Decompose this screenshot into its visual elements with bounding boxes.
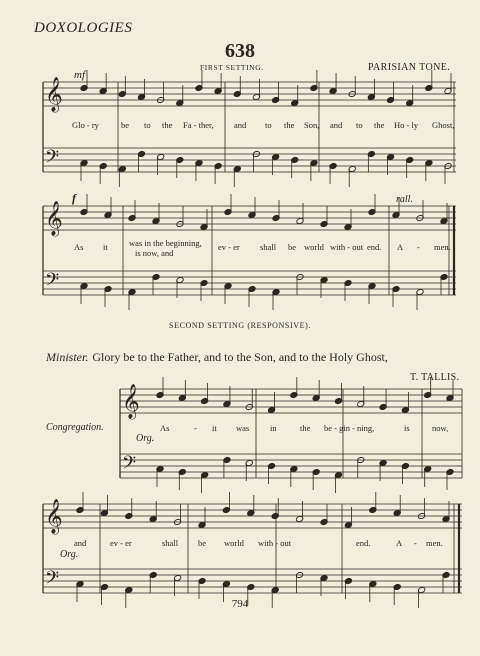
lyric: Ghost, — [432, 120, 455, 130]
lyric: men. — [434, 242, 451, 252]
tune-name: PARISIAN TONE. — [368, 62, 451, 73]
bass-clef-icon: 𝄢 — [45, 269, 60, 294]
lyric: A — [397, 242, 404, 252]
system-4-lyrics — [74, 538, 443, 548]
lyric: and — [74, 538, 87, 548]
lyric: was in the beginning, — [129, 238, 202, 248]
lyric: As — [74, 242, 84, 252]
system-3-lyrics — [160, 423, 448, 433]
bass-clef-icon: 𝄢 — [122, 452, 137, 477]
lyric: - — [417, 242, 420, 252]
system-3 — [120, 389, 462, 478]
lyric: to — [144, 120, 151, 130]
lyric: end. — [356, 538, 371, 548]
lyric: with - out — [258, 538, 292, 548]
lyric: - — [194, 423, 197, 433]
system-2-lyrics — [74, 238, 451, 258]
lyric: it — [103, 242, 108, 252]
system-4-treble-staff — [43, 504, 462, 528]
lyric: is — [404, 423, 410, 433]
org-label: Org. — [60, 549, 79, 560]
lyric: in — [270, 423, 277, 433]
lyric: the — [162, 120, 173, 130]
minister-text: Glory be to the Father, and to the Son, and to the Holy Ghost, — [92, 350, 388, 364]
lyric: end. — [367, 242, 382, 252]
minister-role: Minister. — [46, 350, 89, 364]
lyric: A — [396, 538, 403, 548]
lyric: world — [304, 242, 324, 252]
treble-clef-icon: 𝄞 — [45, 202, 63, 235]
lyric: now, — [432, 423, 449, 433]
lyric: Ho - ly — [394, 120, 419, 130]
lyric: be — [121, 120, 130, 130]
lyric: be — [198, 538, 207, 548]
system-3-notes — [156, 377, 454, 493]
lyric: be — [288, 242, 297, 252]
composer-name: T. TALLIS. — [410, 372, 460, 383]
treble-clef-icon: 𝄞 — [122, 385, 140, 418]
tempo-mark-rall: rall. — [396, 194, 413, 205]
system-4 — [43, 504, 462, 593]
treble-clef-icon: 𝄞 — [45, 500, 63, 533]
dynamic-f: f — [72, 191, 76, 205]
lyric: the — [284, 120, 295, 130]
org-label: Org. — [136, 433, 155, 444]
bass-clef-icon: 𝄢 — [45, 567, 60, 592]
hymn-number: 638 — [225, 40, 255, 62]
system-3-treble-staff — [120, 389, 462, 413]
dynamic-mf: mf — [74, 69, 85, 81]
lyric: world — [224, 538, 244, 548]
page-number: 794 — [231, 598, 249, 610]
lyric: to — [356, 120, 363, 130]
lyric: men. — [426, 538, 443, 548]
lyric: Fa - ther, — [183, 120, 214, 130]
lyric: the — [300, 423, 311, 433]
lyric: the — [374, 120, 385, 130]
first-setting-label: FIRST SETTING. — [200, 63, 264, 72]
lyric: and — [234, 120, 247, 130]
lyric: and — [330, 120, 343, 130]
lyric: As — [160, 423, 170, 433]
lyric: was — [236, 423, 250, 433]
system-1-treble-staff — [43, 82, 456, 106]
second-setting-label: SECOND SETTING (RESPONSIVE). — [169, 321, 311, 330]
lyric: Son, — [304, 120, 320, 130]
lyric: Glo - ry — [72, 120, 99, 130]
system-4-notes — [76, 492, 450, 608]
lyric: ev - er — [218, 242, 240, 252]
lyric: with - out — [330, 242, 364, 252]
lyric: shall — [260, 242, 277, 252]
congregation-label: Congregation. — [46, 422, 104, 433]
lyric: be - gin - ning, — [324, 423, 375, 433]
lyric: to — [265, 120, 272, 130]
running-head: DOXOLOGIES — [34, 20, 133, 36]
lyric: ev - er — [110, 538, 132, 548]
lyric: - — [414, 538, 417, 548]
lyric: is now, and — [135, 248, 174, 258]
bass-clef-icon: 𝄢 — [45, 146, 60, 171]
treble-clef-icon: 𝄞 — [45, 78, 63, 111]
lyric: it — [212, 423, 217, 433]
system-1-lyrics — [72, 120, 454, 130]
lyric: shall — [162, 538, 179, 548]
